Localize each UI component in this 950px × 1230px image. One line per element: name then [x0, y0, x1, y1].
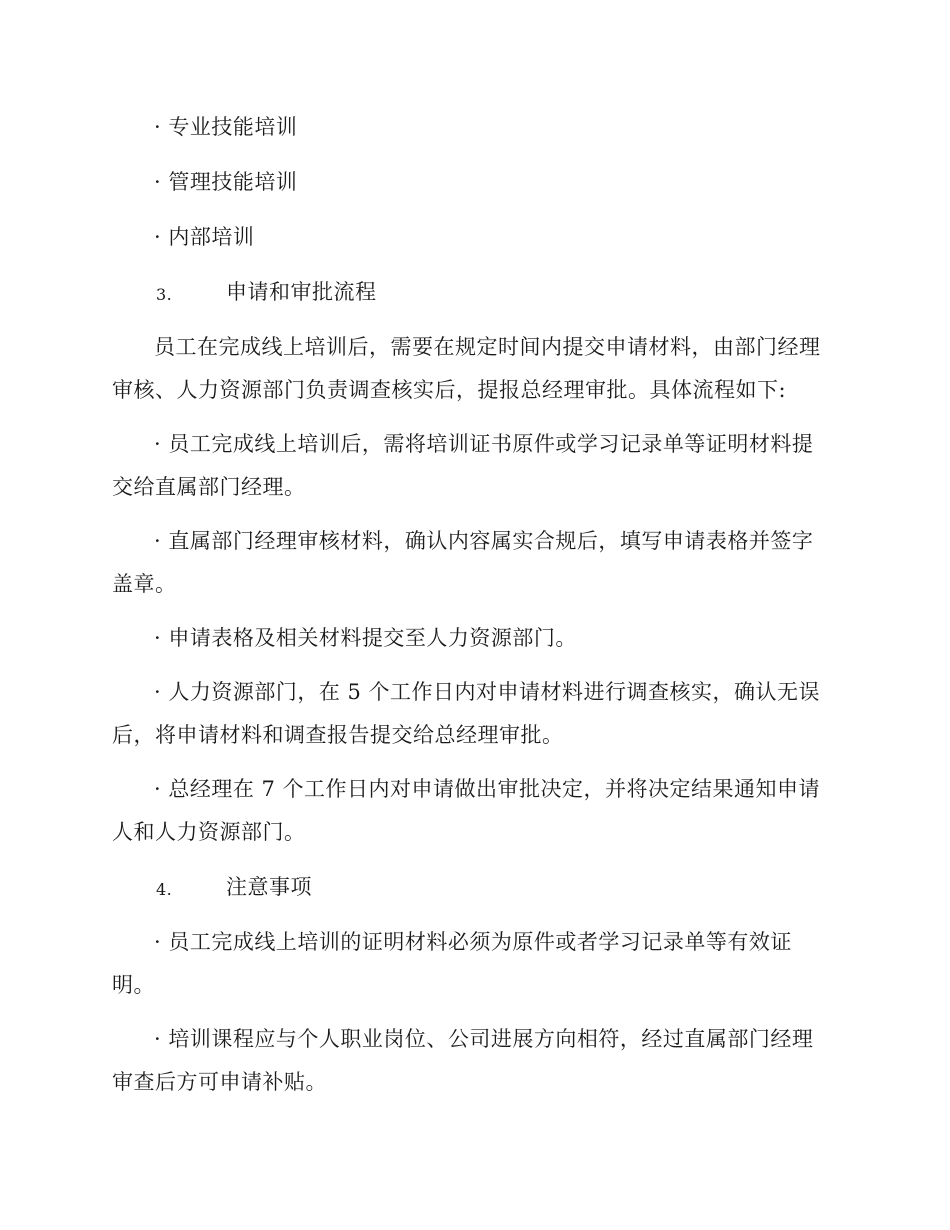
- section-3-intro-line-2: 审核、人力资源部门负责调查核实后，提报总经理审批。具体流程如下:: [112, 378, 787, 402]
- step-4-line-2: 后，将申请材料和调查报告提交给总经理审批。: [112, 723, 564, 747]
- section-4-title: 注意事项: [226, 875, 312, 899]
- step-3-line-1: · 申请表格及相关材料提交至人力资源部门。: [154, 626, 577, 650]
- step-1-line-2: 交给直属部门经理。: [112, 475, 306, 499]
- section-3-number: 3.: [156, 285, 173, 304]
- note-2-line-2: 审查后方可申请补贴。: [112, 1070, 327, 1094]
- step-5-line-2: 人和人力资源部门。: [112, 820, 306, 844]
- list-item-professional-skills: · 专业技能培训: [154, 115, 298, 139]
- section-3-title: 申请和审批流程: [226, 280, 377, 304]
- step-1-line-1: · 员工完成线上培训后，需将培训证书原件或学习记录单等证明材料提: [154, 432, 814, 456]
- section-3-intro-line-1: 员工在完成线上培训后，需要在规定时间内提交申请材料，由部门经理: [154, 335, 821, 359]
- note-1-line-2: 明。: [112, 973, 155, 997]
- list-item-internal-training: · 内部培训: [154, 225, 255, 249]
- note-2-line-1: · 培训课程应与个人职业岗位、公司进展方向相符，经过直属部门经理: [154, 1027, 814, 1051]
- list-item-management-skills: · 管理技能培训: [154, 170, 298, 194]
- section-4-number: 4.: [156, 880, 173, 899]
- step-5-line-1: · 总经理在 7 个工作日内对申请做出审批决定，并将决定结果通知申请: [154, 777, 821, 801]
- step-4-line-1: · 人力资源部门，在 5 个工作日内对申请材料进行调查核实，确认无误: [154, 680, 821, 704]
- step-2-line-2: 盖章。: [112, 572, 177, 596]
- step-2-line-1: · 直属部门经理审核材料，确认内容属实合规后，填写申请表格并签字: [154, 529, 814, 553]
- note-1-line-1: · 员工完成线上培训的证明材料必须为原件或者学习记录单等有效证: [154, 930, 792, 954]
